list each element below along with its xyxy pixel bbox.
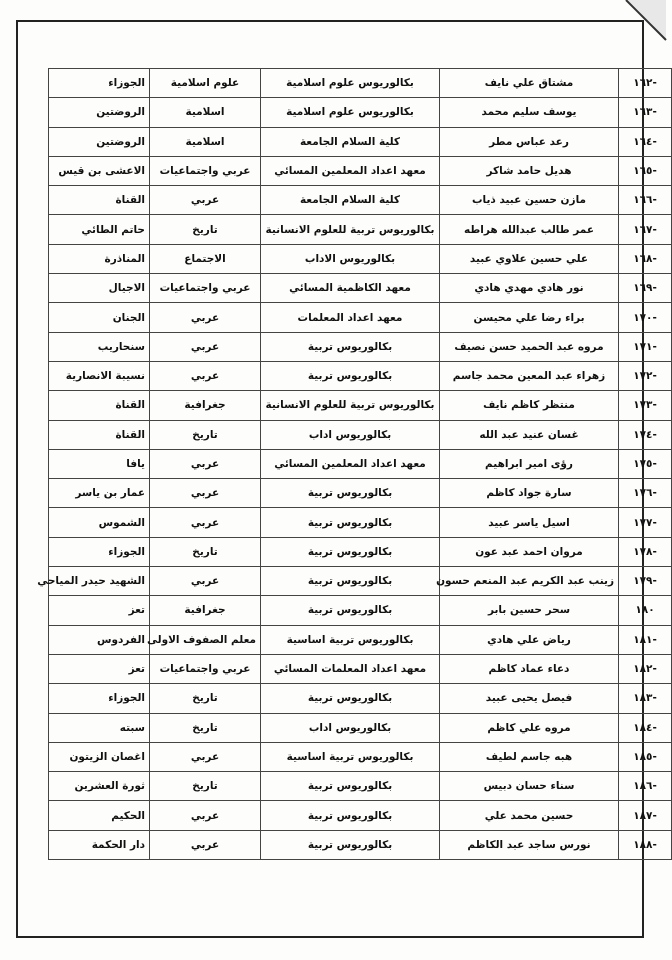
person-name: رعد عباس مطر [440,127,619,156]
table-row [49,391,672,420]
specialty-cell: تاريخ [150,713,261,742]
school-cell: الحكيم [49,801,150,830]
table-row [49,420,672,449]
row-number: -١٨٧ [619,801,672,830]
specialty-cell: الاجتماع [150,244,261,273]
school-cell: الروضتين [49,98,150,127]
school-cell: القناة [49,186,150,215]
school-cell: تعز [49,654,150,683]
table-row [49,361,672,390]
row-number: -١٧٢ [619,361,672,390]
person-name: منتظر كاظم نايف [440,391,619,420]
degree-cell: بكالوريوس اداب [261,713,440,742]
person-name: نور هادي مهدي هادي [440,274,619,303]
school-cell: الفردوس [49,625,150,654]
specialty-cell: علوم اسلامية [150,69,261,98]
school-cell: الجوزاء [49,684,150,713]
person-name: زينب عبد الكريم عبد المنعم حسون [440,567,619,596]
row-number: ١٨٠ [619,596,672,625]
school-cell: سبته [49,713,150,742]
specialty-cell: عربي [150,479,261,508]
person-name: زهراء عبد المعين محمد جاسم [440,361,619,390]
page-corner-fold [596,0,666,50]
row-number: -١٦٧ [619,215,672,244]
school-cell: الشهيد حيدر المياحي [49,567,150,596]
degree-cell: معهد اعداد المعلمين المسائي [261,449,440,478]
table-row [49,332,672,361]
person-name: حسين محمد علي [440,801,619,830]
row-number: -١٧٤ [619,420,672,449]
specialty-cell: عربي [150,186,261,215]
specialty-cell: عربي [150,303,261,332]
table-row [49,98,672,127]
person-name: يوسف سليم محمد [440,98,619,127]
specialty-cell: معلم الصفوف الاولى [150,625,261,654]
degree-cell: بكالوريوس تربية [261,479,440,508]
person-name: علي حسين علاوي عبيد [440,244,619,273]
person-name: براء رضا علي محيسن [440,303,619,332]
table-row [49,156,672,185]
specialty-cell: تاريخ [150,420,261,449]
school-cell: الروضتين [49,127,150,156]
specialty-cell: عربي [150,508,261,537]
degree-cell: بكالوريوس الاداب [261,244,440,273]
row-number: -١٨٦ [619,772,672,801]
row-number: -١٧٠ [619,303,672,332]
table-row [49,186,672,215]
specialty-cell: اسلامية [150,98,261,127]
row-number: -١٧٥ [619,449,672,478]
roster-table-body [37,69,672,860]
school-cell: المناذرة [49,244,150,273]
degree-cell: بكالوريوس تربية اساسية [261,625,440,654]
degree-cell: بكالوريوس تربية [261,567,440,596]
table-row [49,713,672,742]
row-number: -١٧٦ [619,479,672,508]
row-number: -١٨١ [619,625,672,654]
specialty-cell: تاريخ [150,537,261,566]
specialty-cell: عربي واجتماعيات [150,156,261,185]
row-number: -١٦٩ [619,274,672,303]
person-name: اسيل ياسر عبيد [440,508,619,537]
table-row [49,654,672,683]
person-name: مشتاق علي نايف [440,69,619,98]
degree-cell: بكالوريوس تربية [261,684,440,713]
row-number: -١٧٣ [619,391,672,420]
school-cell: الجنان [49,303,150,332]
table-row [49,303,672,332]
degree-cell: بكالوريوس تربية [261,596,440,625]
specialty-cell: تاريخ [150,215,261,244]
table-row [49,244,672,273]
degree-cell: كلية السلام الجامعة [261,186,440,215]
degree-cell: بكالوريوس تربية [261,830,440,859]
specialty-cell: عربي [150,830,261,859]
table-row [49,772,672,801]
person-name: فيصل يحيى عبيد [440,684,619,713]
person-name: عمر طالب عبدالله هراطه [440,215,619,244]
table-row [49,596,672,625]
row-number: -١٧٧ [619,508,672,537]
school-cell: سنحاريب [49,332,150,361]
person-name: غسان عنيد عبد الله [440,420,619,449]
person-name: مروه عبد الحميد حسن نصيف [440,332,619,361]
school-cell: القناة [49,420,150,449]
school-cell: ثورة العشرين [49,772,150,801]
school-cell: الشموس [49,508,150,537]
school-cell: نسيبة الانصارية [49,361,150,390]
person-name: رؤى امير ابراهيم [440,449,619,478]
specialty-cell: عربي واجتماعيات [150,274,261,303]
degree-cell: معهد اعداد المعلمات [261,303,440,332]
roster-table [37,68,672,860]
row-number: -١٨٤ [619,713,672,742]
person-name: سارة جواد كاظم [440,479,619,508]
table-row [49,69,672,98]
table-row [49,567,672,596]
specialty-cell: عربي [150,449,261,478]
specialty-cell: عربي [150,567,261,596]
degree-cell: بكالوريوس تربية [261,772,440,801]
specialty-cell: عربي [150,361,261,390]
school-cell: الاجيال [49,274,150,303]
degree-cell: بكالوريوس علوم اسلامية [261,69,440,98]
degree-cell: بكالوريوس اداب [261,420,440,449]
table-row [49,801,672,830]
school-cell: الجوزاء [49,537,150,566]
specialty-cell: اسلامية [150,127,261,156]
table-row [49,537,672,566]
degree-cell: معهد اعداد المعلمات المسائي [261,654,440,683]
specialty-cell: عربي [150,801,261,830]
row-number: -١٦٨ [619,244,672,273]
school-cell: يافا [49,449,150,478]
degree-cell: بكالوريوس تربية [261,537,440,566]
degree-cell: بكالوريوس تربية اساسية [261,742,440,771]
row-number: -١٨٨ [619,830,672,859]
table-row [49,479,672,508]
person-name: هبه جاسم لطيف [440,742,619,771]
table-row [49,742,672,771]
degree-cell: بكالوريوس تربية [261,508,440,537]
specialty-cell: جغرافية [150,391,261,420]
person-name: مروان احمد عبد عون [440,537,619,566]
school-cell: عمار بن ياسر [49,479,150,508]
degree-cell: بكالوريوس علوم اسلامية [261,98,440,127]
person-name: مروه علي كاظم [440,713,619,742]
degree-cell: بكالوريوس تربية للعلوم الانسانية [261,215,440,244]
school-cell: اغصان الزيتون [49,742,150,771]
person-name: رياض علي هادي [440,625,619,654]
row-number: -١٧٨ [619,537,672,566]
row-number: -١٧٩ [619,567,672,596]
row-number: -١٨٢ [619,654,672,683]
row-number: -١٦٣ [619,98,672,127]
specialty-cell: تاريخ [150,684,261,713]
table-row [49,625,672,654]
degree-cell: معهد الكاظمية المسائي [261,274,440,303]
row-number: -١٦٥ [619,156,672,185]
school-cell: القناة [49,391,150,420]
degree-cell: بكالوريوس تربية [261,332,440,361]
table-row [49,274,672,303]
table-row [49,127,672,156]
specialty-cell: عربي واجتماعيات [150,654,261,683]
school-cell: الجوزاء [49,69,150,98]
person-name: مازن حسين عبيد ذياب [440,186,619,215]
row-number: -١٨٣ [619,684,672,713]
row-number: -١٧١ [619,332,672,361]
person-name: هديل حامد شاكر [440,156,619,185]
person-name: دعاء عماد كاظم [440,654,619,683]
person-name: سناء حسان دبيس [440,772,619,801]
degree-cell: بكالوريوس تربية [261,801,440,830]
row-number: -١٨٥ [619,742,672,771]
row-number: -١٦٦ [619,186,672,215]
table-row [49,449,672,478]
degree-cell: بكالوريوس تربية [261,361,440,390]
school-cell: تعز [49,596,150,625]
table-row [49,830,672,859]
specialty-cell: جغرافية [150,596,261,625]
person-name: سحر حسين بابر [440,596,619,625]
row-number: -١٦٢ [619,69,672,98]
person-name: نورس ساجد عبد الكاظم [440,830,619,859]
row-number: -١٦٤ [619,127,672,156]
table-row [49,684,672,713]
school-cell: الاعشى بن قيس [49,156,150,185]
degree-cell: بكالوريوس تربية للعلوم الانسانية [261,391,440,420]
specialty-cell: عربي [150,742,261,771]
specialty-cell: عربي [150,332,261,361]
school-cell: حاتم الطائي [49,215,150,244]
degree-cell: كلية السلام الجامعة [261,127,440,156]
degree-cell: معهد اعداد المعلمين المسائي [261,156,440,185]
school-cell: دار الحكمة [49,830,150,859]
table-row [49,215,672,244]
specialty-cell: تاريخ [150,772,261,801]
table-row [49,508,672,537]
